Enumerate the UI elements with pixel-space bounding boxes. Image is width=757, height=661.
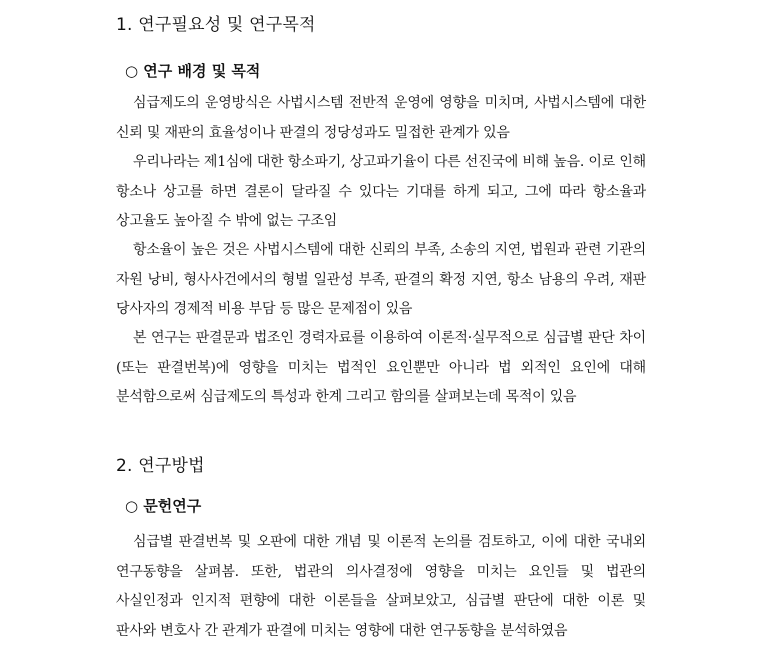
paragraph-research-purpose: 본 연구는 판결문과 법조인 경력자료를 이용하여 이론적·실무적으로 심급별 판단 차이(또는 판결번복)에 영향을 미치는 법적인 요인뿐만 아니라 법 외적인 요인에 대해 분석함으로써 심급제도의 특성과 한계 그리고 함의를 살펴보는데 목적이 있음 [116,330,646,405]
paragraph-literature-review: 심급별 판결번복 및 오판에 대한 개념 및 이론적 논의를 검토하고, 이에 대한 국내외 연구동향을 살펴봄. 또한, 법관의 의사결정에 영향을 미치는 요인들 및 법관의 사실인정과 인지적 편향에 대한 이론들을 살펴보았고, 심급별 판단에 대한 이론 및 판사와 변호사 간 관계가 판결에 미치는 영향에 대한 연구동향을 분석하였음 [116,534,646,639]
section-heading-research-necessity: 1. 연구필요성 및 연구목적 [116,15,316,35]
section-heading-research-method: 2. 연구방법 [116,456,205,476]
paragraph-appeal-reversal-rate: 우리나라는 제1심에 대한 항소파기, 상고파기율이 다른 선진국에 비해 높음. 이로 인해 항소나 상고를 하면 결론이 달라질 수 있다는 기대를 하게 되고, 그에 따라 항소율과 상고율도 높아질 수 밖에 없는 구조임 [116,154,646,229]
subheading-research-background: ○ 연구 배경 및 목적 [125,62,261,80]
subheading-literature-review: ○ 문헌연구 [125,497,202,515]
paragraph-appeal-rate-problems: 항소율이 높은 것은 사법시스템에 대한 신뢰의 부족, 소송의 지연, 법원과 관련 기관의 자원 낭비, 형사사건에서의 형벌 일관성 부족, 판결의 확정 지연, 항소 남용의 우려, 재판 당사자의 경제적 비용 부담 등 많은 문제점이 있음 [116,242,646,317]
paragraph-trial-system-operation: 심급제도의 운영방식은 사법시스템 전반적 운영에 영향을 미치며, 사법시스템에 대한 신뢰 및 재판의 효율성이나 판결의 정당성과도 밀접한 관계가 있음 [116,95,646,141]
